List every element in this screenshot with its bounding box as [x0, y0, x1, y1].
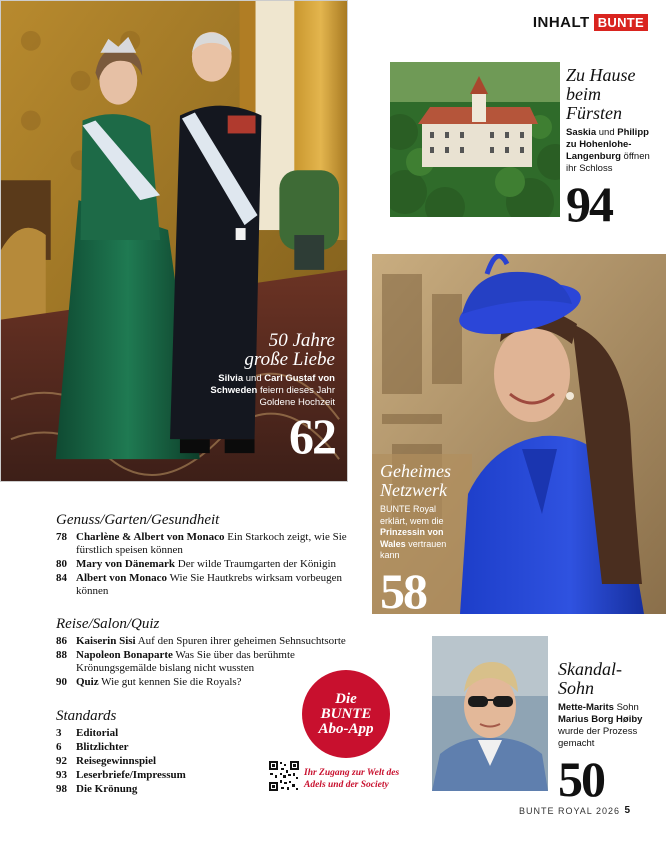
marius-story-title-1: Skandal-	[558, 659, 622, 679]
castle-story-title-1: Zu Hause	[566, 65, 636, 85]
toc-entry[interactable]	[56, 783, 256, 796]
castle-illustration	[390, 62, 560, 217]
toc-page: 86	[56, 635, 67, 647]
toc-page: 88	[56, 649, 67, 661]
toc-text: Editorial	[76, 727, 119, 739]
toc-text: Blitzlichter	[76, 741, 129, 753]
abo-tagline: Ihr Zugang zur Welt des Adels und der Society	[304, 768, 400, 790]
princess-story-title-2: Netzwerk	[380, 480, 447, 500]
toc-text: Napoleon Bonaparte Was Sie über das berühmte Krönungsgemälde bislang nicht wussten	[76, 649, 295, 674]
toc-page: 93	[56, 769, 67, 781]
royal-couple-photo[interactable]	[0, 0, 348, 482]
toc-page: 3	[56, 727, 62, 739]
toc-page: 6	[56, 741, 62, 753]
toc-page: 92	[56, 755, 67, 767]
toc-heading: Genuss/Garten/Gesundheit	[56, 512, 220, 528]
toc-entry[interactable]	[56, 531, 356, 557]
castle-story-title-3: Fürsten	[566, 103, 622, 123]
toc-section-standards	[56, 708, 256, 796]
toc-entry[interactable]	[56, 755, 256, 768]
toc-text: Leserbriefe/Impressum	[76, 769, 186, 781]
section-header	[533, 14, 648, 31]
castle-story-page-number: 94	[566, 176, 612, 232]
toc-entry[interactable]	[56, 558, 356, 571]
toc-text: Kaiserin Sisi Auf den Spuren ihrer geheimen Sehnsuchtsorte	[76, 635, 346, 647]
main-story-title-1: 50 Jahre	[268, 330, 335, 351]
abo-line-3: Abo-App	[318, 720, 374, 737]
toc-heading: Standards	[56, 708, 117, 724]
toc-heading: Reise/Salon/Quiz	[56, 616, 160, 632]
main-story-caption	[205, 330, 335, 464]
princess-story-description: BUNTE Royal erklärt, wem die Prinzessin von Wales vertrauen kann	[380, 504, 447, 560]
toc-page: 84	[56, 572, 67, 584]
abo-line-2: BUNTE	[320, 705, 372, 722]
main-story-title-2: große Liebe	[244, 349, 335, 370]
toc-entry[interactable]	[56, 676, 346, 689]
section-label: INHALT	[532, 14, 590, 31]
castle-story-description: Saskia und Philipp zu Hohenlohe-Langenburg öffnen ihr Schloss	[566, 127, 650, 174]
marius-photo[interactable]	[432, 636, 548, 791]
toc-entry[interactable]	[56, 572, 356, 598]
toc-text: Charlène & Albert von Monaco Ein Starkoch zeigt, wie Sie fürstlich speisen können	[76, 531, 347, 556]
footer-label: BUNTE ROYAL 2026	[518, 806, 620, 816]
marius-story-title-2: Sohn	[558, 678, 594, 698]
princess-story[interactable]	[380, 461, 466, 619]
marius-story[interactable]	[558, 659, 658, 807]
abo-line-1: Die	[335, 690, 357, 707]
toc-text: Reisegewinnspiel	[76, 755, 157, 767]
marius-story-page-number: 50	[558, 751, 604, 807]
qr-code-icon[interactable]	[268, 760, 300, 792]
main-story-description: Silvia und Carl Gustaf von Schweden feiern dieses Jahr Goldene Hochzeit	[210, 373, 335, 408]
toc-section-genuss	[56, 512, 356, 598]
toc-text: Mary von Dänemark Der wilde Traumgarten der Königin	[76, 558, 336, 570]
toc-text: Die Krönung	[76, 783, 138, 795]
princess-story-page-number: 58	[380, 562, 426, 619]
toc-text: Albert von Monaco Wie Sie Hautkrebs wirksam vorbeugen können	[76, 572, 343, 597]
brand-logo: BUNTE	[594, 14, 648, 31]
castle-story[interactable]	[566, 65, 658, 232]
toc-text: Quiz Wie gut kennen Sie die Royals?	[76, 676, 242, 688]
toc-page: 78	[56, 531, 67, 543]
main-story-page-number: 62	[289, 408, 335, 464]
castle-photo[interactable]	[390, 62, 560, 217]
page-number: 5	[624, 805, 630, 816]
princess-story-title-1: Geheimes	[380, 461, 451, 481]
toc-entry[interactable]	[56, 649, 346, 675]
toc-entry[interactable]	[56, 635, 346, 648]
abo-app-badge[interactable]	[302, 670, 390, 758]
castle-story-title-2: beim	[566, 84, 601, 104]
toc-section-reise	[56, 616, 346, 689]
toc-entry[interactable]	[56, 769, 256, 782]
toc-page: 90	[56, 676, 67, 688]
toc-page: 98	[56, 783, 67, 795]
marius-story-description: Mette-Marits Sohn Marius Borg Høiby wurde der Prozess gemacht	[558, 702, 643, 749]
toc-entry[interactable]	[56, 727, 256, 740]
toc-page: 80	[56, 558, 67, 570]
toc-entry[interactable]	[56, 741, 256, 754]
marius-illustration	[432, 636, 548, 791]
